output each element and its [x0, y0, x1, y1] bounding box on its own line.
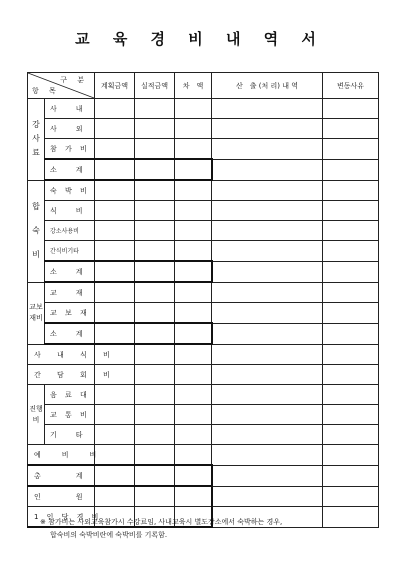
- input-cell[interactable]: [323, 507, 379, 528]
- table-row: [28, 282, 379, 303]
- input-cell[interactable]: [135, 425, 175, 445]
- input-cell[interactable]: [323, 221, 379, 241]
- input-cell[interactable]: [323, 119, 379, 139]
- input-cell[interactable]: [175, 486, 212, 507]
- input-cell[interactable]: [212, 385, 323, 405]
- subtotal-row: [28, 323, 379, 344]
- input-cell[interactable]: [175, 119, 212, 139]
- row-label: 사 내: [45, 99, 95, 119]
- header-change-reason: 변동사유: [323, 73, 379, 99]
- row-label: 소 계: [45, 261, 95, 282]
- input-cell[interactable]: [323, 445, 379, 466]
- table-row: [28, 365, 379, 385]
- input-cell[interactable]: [212, 486, 323, 507]
- input-cell[interactable]: [212, 323, 323, 344]
- input-cell[interactable]: [135, 241, 175, 262]
- input-cell[interactable]: [175, 303, 212, 324]
- input-cell[interactable]: [135, 323, 175, 344]
- input-cell[interactable]: [175, 445, 212, 466]
- subtotal-row: [28, 159, 379, 180]
- header-calculation-details: 산 출 (처 리) 내 역: [212, 73, 323, 99]
- input-cell[interactable]: [212, 261, 323, 282]
- input-cell[interactable]: [212, 159, 323, 180]
- header-item-label: 항 목: [32, 87, 60, 95]
- input-cell[interactable]: [135, 344, 175, 365]
- input-cell[interactable]: [135, 261, 175, 282]
- header-difference: 차 액: [175, 73, 212, 99]
- input-cell[interactable]: [135, 221, 175, 241]
- row-label: 사 외: [45, 119, 95, 139]
- input-cell[interactable]: [212, 99, 323, 119]
- footnote-line-2: 합숙비의 숙박비란에 숙박비를 기록함.: [50, 531, 168, 539]
- diagonal-header-cell: [28, 73, 95, 99]
- input-cell[interactable]: [135, 180, 175, 201]
- row-label: 교 통 비: [45, 405, 95, 425]
- input-cell[interactable]: [95, 201, 135, 221]
- input-cell[interactable]: [135, 99, 175, 119]
- input-cell[interactable]: [135, 119, 175, 139]
- input-cell[interactable]: [212, 303, 323, 324]
- input-cell[interactable]: [135, 465, 175, 486]
- group-lecturer-fee: 강 사 료: [28, 99, 45, 181]
- input-cell[interactable]: [212, 241, 323, 262]
- input-cell[interactable]: [135, 282, 175, 303]
- input-cell[interactable]: [95, 465, 135, 486]
- row-label-in-house-meal: 사 내 식 비: [28, 344, 95, 365]
- input-cell[interactable]: [323, 465, 379, 486]
- input-cell[interactable]: [175, 365, 212, 385]
- table-row: [28, 241, 379, 262]
- input-cell[interactable]: [95, 119, 135, 139]
- input-cell[interactable]: [323, 241, 379, 262]
- input-cell[interactable]: [95, 99, 135, 119]
- input-cell[interactable]: [323, 323, 379, 344]
- table-row: [28, 99, 379, 119]
- input-cell[interactable]: [135, 405, 175, 425]
- input-cell[interactable]: [135, 303, 175, 324]
- input-cell[interactable]: [135, 365, 175, 385]
- input-cell[interactable]: [95, 221, 135, 241]
- table-row: [28, 344, 379, 365]
- table-row: [28, 180, 379, 201]
- input-cell[interactable]: [212, 119, 323, 139]
- table-row: [28, 139, 379, 160]
- input-cell[interactable]: [323, 282, 379, 303]
- input-cell[interactable]: [175, 261, 212, 282]
- row-label: 식 비: [45, 201, 95, 221]
- input-cell[interactable]: [175, 201, 212, 221]
- headcount-row: [28, 486, 379, 507]
- row-label: 교 재: [45, 282, 95, 303]
- input-cell[interactable]: [95, 159, 135, 180]
- input-cell[interactable]: [212, 344, 323, 365]
- table-row: [28, 425, 379, 445]
- row-label: 숙 박 비: [45, 180, 95, 201]
- input-cell[interactable]: [323, 261, 379, 282]
- input-cell[interactable]: [212, 201, 323, 221]
- table-row: [28, 303, 379, 324]
- input-cell[interactable]: [95, 139, 135, 160]
- table-row: [28, 221, 379, 241]
- row-label-social: 간 담 회 비: [28, 365, 95, 385]
- header-row: [28, 73, 379, 99]
- input-cell[interactable]: [175, 99, 212, 119]
- row-label-per-person: 1 인 당 경 비: [28, 507, 95, 528]
- input-cell[interactable]: [175, 385, 212, 405]
- input-cell[interactable]: [323, 99, 379, 119]
- row-label: 소 계: [45, 323, 95, 344]
- input-cell[interactable]: [175, 344, 212, 365]
- table-row: [28, 405, 379, 425]
- input-cell[interactable]: [323, 365, 379, 385]
- input-cell[interactable]: [95, 241, 135, 262]
- input-cell[interactable]: [95, 261, 135, 282]
- input-cell[interactable]: [323, 385, 379, 405]
- input-cell[interactable]: [175, 180, 212, 201]
- row-label-reserve: 예 비 비: [28, 445, 95, 466]
- input-cell[interactable]: [212, 465, 323, 486]
- header-actual-amount: 실적금액: [135, 73, 175, 99]
- input-cell[interactable]: [135, 159, 175, 180]
- input-cell[interactable]: [212, 425, 323, 445]
- row-label-total: 총 계: [28, 465, 95, 486]
- row-label: 강소사용비: [45, 221, 95, 241]
- footnote: [40, 516, 282, 542]
- table-row: [28, 385, 379, 405]
- row-label: 참 가 비: [45, 139, 95, 160]
- input-cell[interactable]: [323, 159, 379, 180]
- input-cell[interactable]: [135, 385, 175, 405]
- input-cell[interactable]: [212, 180, 323, 201]
- row-label: 기 타: [45, 425, 95, 445]
- input-cell[interactable]: [175, 405, 212, 425]
- input-cell[interactable]: [135, 445, 175, 466]
- input-cell[interactable]: [95, 303, 135, 324]
- input-cell[interactable]: [95, 486, 135, 507]
- input-cell[interactable]: [175, 221, 212, 241]
- input-cell[interactable]: [323, 344, 379, 365]
- input-cell[interactable]: [212, 405, 323, 425]
- input-cell[interactable]: [212, 445, 323, 466]
- input-cell[interactable]: [175, 282, 212, 303]
- input-cell[interactable]: [175, 323, 212, 344]
- input-cell[interactable]: [323, 303, 379, 324]
- input-cell[interactable]: [135, 139, 175, 160]
- input-cell[interactable]: [323, 201, 379, 221]
- table-row: [28, 445, 379, 466]
- row-label: 간식비기타: [45, 241, 95, 262]
- group-materials-fee: 교보 재비: [28, 282, 45, 344]
- input-cell[interactable]: [95, 180, 135, 201]
- input-cell[interactable]: [175, 465, 212, 486]
- input-cell[interactable]: [95, 282, 135, 303]
- row-label: 음 료 대: [45, 385, 95, 405]
- input-cell[interactable]: [95, 385, 135, 405]
- document-title: 교 육 경 비 내 역 서: [75, 30, 325, 48]
- input-cell[interactable]: [323, 405, 379, 425]
- group-progress-fee: 진행 비: [28, 385, 45, 445]
- input-cell[interactable]: [212, 221, 323, 241]
- input-cell[interactable]: [175, 139, 212, 160]
- header-planned-amount: 계획금액: [95, 73, 135, 99]
- input-cell[interactable]: [323, 486, 379, 507]
- input-cell[interactable]: [95, 323, 135, 344]
- expense-table: [27, 72, 379, 528]
- input-cell[interactable]: [135, 201, 175, 221]
- subtotal-row: [28, 261, 379, 282]
- footnote-line-1: ※ 참가비는 사외교육참가시 수강료임, 사내교육시 별도장소에서 숙박하는 경우,: [40, 518, 283, 526]
- input-cell[interactable]: [212, 282, 323, 303]
- table-row: [28, 201, 379, 221]
- total-row: [28, 465, 379, 486]
- input-cell[interactable]: [323, 425, 379, 445]
- input-cell[interactable]: [323, 139, 379, 160]
- row-label: 교 보 재: [45, 303, 95, 324]
- header-category-label: 구 분: [60, 76, 88, 84]
- input-cell[interactable]: [175, 159, 212, 180]
- input-cell[interactable]: [212, 139, 323, 160]
- input-cell[interactable]: [95, 405, 135, 425]
- input-cell[interactable]: [212, 365, 323, 385]
- table-row: [28, 119, 379, 139]
- group-lodging-fee: 합 숙 비: [28, 180, 45, 282]
- row-label: 소 계: [45, 159, 95, 180]
- input-cell[interactable]: [95, 425, 135, 445]
- input-cell[interactable]: [175, 425, 212, 445]
- row-label-headcount: 인 원: [28, 486, 95, 507]
- input-cell[interactable]: [323, 180, 379, 201]
- input-cell[interactable]: [135, 486, 175, 507]
- input-cell[interactable]: [175, 241, 212, 262]
